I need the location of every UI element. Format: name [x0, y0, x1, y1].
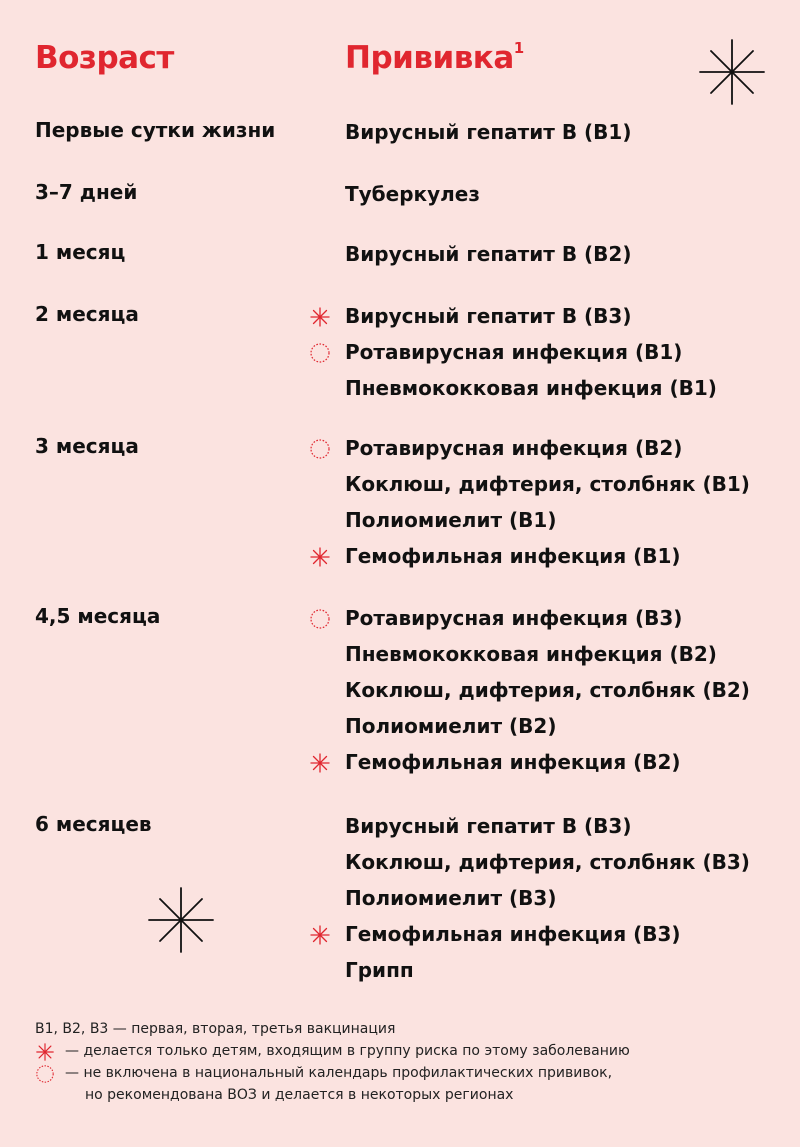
vaccine-column-header: [345, 40, 524, 76]
vaccine-item: [345, 714, 750, 750]
vaccine-name: Полиомиелит (В2): [345, 714, 557, 738]
vaccine-name: Полиомиелит (В3): [345, 886, 557, 910]
who-dotted-circle-icon: [35, 1064, 55, 1084]
vaccine-header-label: Прививка: [345, 40, 514, 76]
vaccine-item: [345, 340, 717, 376]
vaccine-item: [345, 242, 631, 278]
risk-legend-text: — делается только детям, входящим в группу риска по этому заболеванию: [65, 1043, 630, 1059]
dose-legend: В1, В2, В3 — первая, вторая, третья вакцинация: [35, 1021, 396, 1037]
vaccine-item: [345, 182, 480, 218]
vaccine-item: [345, 606, 750, 642]
age-cell: 6 месяцев: [35, 812, 152, 836]
vaccine-name: Туберкулез: [345, 182, 480, 206]
footnotes: [35, 1018, 630, 1106]
vaccine-item: [345, 436, 750, 472]
vaccine-name: Ротавирусная инфекция (В2): [345, 436, 683, 460]
vaccine-name: Гемофильная инфекция (В1): [345, 544, 681, 568]
vaccine-item: [345, 922, 750, 958]
risk-asterisk-icon: [309, 546, 331, 568]
risk-asterisk-icon: [35, 1042, 55, 1062]
who-dotted-circle-icon: [309, 438, 331, 460]
vaccine-name: Гемофильная инфекция (В2): [345, 750, 681, 774]
vaccine-list: [345, 304, 717, 412]
vaccine-name: Ротавирусная инфекция (В1): [345, 340, 683, 364]
vaccine-item: [345, 508, 750, 544]
vaccine-name: Полиомиелит (В1): [345, 508, 557, 532]
vaccine-name: Коклюш, дифтерия, столбняк (В2): [345, 678, 750, 702]
vaccine-name: Коклюш, дифтерия, столбняк (В3): [345, 850, 750, 874]
vaccine-name: Коклюш, дифтерия, столбняк (В1): [345, 472, 750, 496]
vaccine-name: Гемофильная инфекция (В3): [345, 922, 681, 946]
vaccine-item: [345, 958, 750, 994]
sparkle-star-icon: [147, 886, 215, 954]
vaccine-list: [345, 120, 631, 156]
vaccine-item: [345, 814, 750, 850]
vaccine-item: [345, 304, 717, 340]
who-legend: [35, 1062, 630, 1084]
vaccine-name: Ротавирусная инфекция (В3): [345, 606, 683, 630]
age-cell: 3–7 дней: [35, 180, 138, 204]
vaccine-list: [345, 814, 750, 994]
age-cell: 3 месяца: [35, 434, 139, 458]
vaccine-name: Пневмококковая инфекция (В2): [345, 642, 717, 666]
age-column-header: Возраст: [35, 40, 174, 76]
risk-asterisk-icon: [309, 924, 331, 946]
age-cell: 4,5 месяца: [35, 604, 161, 628]
vaccine-item: [345, 678, 750, 714]
vaccine-name: Вирусный гепатит В (В3): [345, 304, 632, 328]
risk-legend: [35, 1040, 630, 1062]
vaccine-item: [345, 472, 750, 508]
vaccine-name: Вирусный гепатит В (В1): [345, 120, 632, 144]
sparkle-star-icon: [698, 38, 766, 106]
vaccine-list: [345, 436, 750, 580]
risk-asterisk-icon: [309, 752, 331, 774]
vaccine-item: [345, 750, 750, 786]
vaccine-item: [345, 120, 631, 156]
who-legend-text: — не включена в национальный календарь профилактических прививок,: [65, 1065, 613, 1081]
vaccine-item: [345, 642, 750, 678]
vaccine-item: [345, 544, 750, 580]
age-cell: 1 месяц: [35, 240, 126, 264]
vaccine-list: [345, 606, 750, 786]
who-legend-continued: но рекомендована ВОЗ и делается в некоторых регионах: [85, 1087, 514, 1103]
vaccine-name: Вирусный гепатит В (В2): [345, 242, 632, 266]
vaccine-name: Грипп: [345, 958, 414, 982]
footnote-ref: 1: [513, 38, 524, 57]
risk-asterisk-icon: [309, 306, 331, 328]
who-dotted-circle-icon: [309, 608, 331, 630]
age-cell: Первые сутки жизни: [35, 118, 276, 142]
vaccine-item: [345, 376, 717, 412]
vaccine-list: [345, 242, 631, 278]
who-dotted-circle-icon: [309, 342, 331, 364]
age-cell: 2 месяца: [35, 302, 139, 326]
vaccine-item: [345, 886, 750, 922]
vaccine-item: [345, 850, 750, 886]
vaccine-list: [345, 182, 480, 218]
vaccine-name: Вирусный гепатит В (В3): [345, 814, 632, 838]
vaccine-name: Пневмококковая инфекция (В1): [345, 376, 717, 400]
